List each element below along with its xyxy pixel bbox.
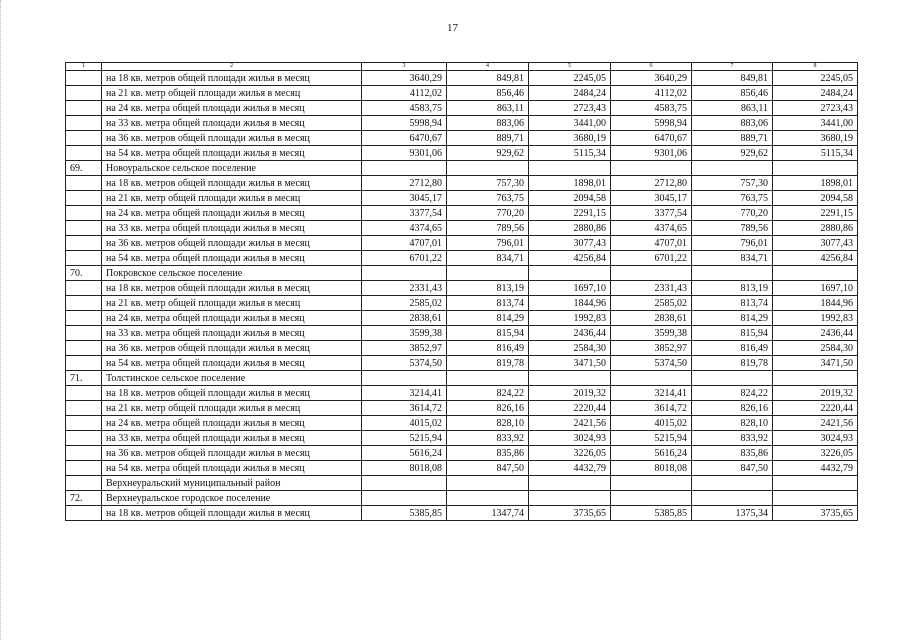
empty-cell bbox=[66, 131, 102, 146]
value-cell: 5385,85 bbox=[362, 506, 447, 521]
value-cell: 3441,00 bbox=[773, 116, 858, 131]
value-cell: 763,75 bbox=[692, 191, 773, 206]
value-cell: 889,71 bbox=[692, 131, 773, 146]
value-cell: 2245,05 bbox=[529, 71, 611, 86]
row-label: на 33 кв. метра общей площади жилья в месяц bbox=[102, 326, 362, 341]
empty-cell bbox=[66, 191, 102, 206]
value-cell: 1898,01 bbox=[773, 176, 858, 191]
value-cell: 4707,01 bbox=[611, 236, 692, 251]
value-cell: 3377,54 bbox=[362, 206, 447, 221]
value-cell: 834,71 bbox=[692, 251, 773, 266]
value-cell: 5616,24 bbox=[362, 446, 447, 461]
row-label: на 24 кв. метра общей площади жилья в месяц bbox=[102, 311, 362, 326]
value-cell: 2019,32 bbox=[773, 386, 858, 401]
value-cell: 3599,38 bbox=[611, 326, 692, 341]
value-cell: 849,81 bbox=[447, 71, 529, 86]
empty-cell bbox=[66, 116, 102, 131]
value-cell: 1375,34 bbox=[692, 506, 773, 521]
value-cell: 834,71 bbox=[447, 251, 529, 266]
value-cell: 4707,01 bbox=[362, 236, 447, 251]
col-header: 1 bbox=[66, 63, 102, 71]
value-cell: 4374,65 bbox=[611, 221, 692, 236]
value-cell: 2584,30 bbox=[529, 341, 611, 356]
value-cell: 889,71 bbox=[447, 131, 529, 146]
value-cell: 3024,93 bbox=[529, 431, 611, 446]
value-cell: 4256,84 bbox=[529, 251, 611, 266]
section-row bbox=[66, 161, 858, 176]
value-cell: 757,30 bbox=[692, 176, 773, 191]
empty-cell bbox=[692, 371, 773, 386]
table-row bbox=[66, 431, 858, 446]
row-label: на 33 кв. метра общей площади жилья в месяц bbox=[102, 431, 362, 446]
value-cell: 3226,05 bbox=[773, 446, 858, 461]
value-cell: 1992,83 bbox=[529, 311, 611, 326]
table-row bbox=[66, 131, 858, 146]
value-cell: 3226,05 bbox=[529, 446, 611, 461]
value-cell: 3852,97 bbox=[362, 341, 447, 356]
value-cell: 1697,10 bbox=[529, 281, 611, 296]
col-header: 5 bbox=[529, 63, 611, 71]
section-title: Новоуральское сельское поселение bbox=[102, 161, 362, 176]
value-cell: 796,01 bbox=[692, 236, 773, 251]
value-cell: 2584,30 bbox=[773, 341, 858, 356]
value-cell: 856,46 bbox=[447, 86, 529, 101]
value-cell: 789,56 bbox=[692, 221, 773, 236]
value-cell: 757,30 bbox=[447, 176, 529, 191]
value-cell: 813,19 bbox=[447, 281, 529, 296]
value-cell: 849,81 bbox=[692, 71, 773, 86]
value-cell: 3024,93 bbox=[773, 431, 858, 446]
empty-cell bbox=[692, 476, 773, 491]
value-cell: 816,49 bbox=[692, 341, 773, 356]
value-cell: 835,86 bbox=[692, 446, 773, 461]
col-header: 2 bbox=[102, 63, 362, 71]
row-number: 72. bbox=[66, 491, 102, 506]
value-cell: 826,16 bbox=[447, 401, 529, 416]
value-cell: 816,49 bbox=[447, 341, 529, 356]
table-row bbox=[66, 506, 858, 521]
value-cell: 6470,67 bbox=[362, 131, 447, 146]
row-label: на 18 кв. метров общей площади жилья в месяц bbox=[102, 281, 362, 296]
table-row bbox=[66, 176, 858, 191]
value-cell: 4432,79 bbox=[529, 461, 611, 476]
row-number: 70. bbox=[66, 266, 102, 281]
value-cell: 3471,50 bbox=[529, 356, 611, 371]
row-label: на 18 кв. метров общей площади жилья в месяц bbox=[102, 176, 362, 191]
value-cell: 8018,08 bbox=[362, 461, 447, 476]
empty-cell bbox=[66, 341, 102, 356]
value-cell: 3077,43 bbox=[773, 236, 858, 251]
value-cell: 5998,94 bbox=[362, 116, 447, 131]
value-cell: 813,74 bbox=[447, 296, 529, 311]
value-cell: 3640,29 bbox=[362, 71, 447, 86]
column-number-row bbox=[66, 63, 858, 71]
value-cell: 883,06 bbox=[692, 116, 773, 131]
empty-cell bbox=[773, 476, 858, 491]
tariff-table bbox=[65, 62, 858, 521]
value-cell: 3045,17 bbox=[611, 191, 692, 206]
col-header: 7 bbox=[692, 63, 773, 71]
value-cell: 847,50 bbox=[447, 461, 529, 476]
empty-cell bbox=[66, 311, 102, 326]
empty-cell bbox=[773, 371, 858, 386]
value-cell: 3614,72 bbox=[611, 401, 692, 416]
row-label: на 54 кв. метра общей площади жилья в месяц bbox=[102, 146, 362, 161]
row-label: на 18 кв. метров общей площади жилья в месяц bbox=[102, 506, 362, 521]
value-cell: 813,19 bbox=[692, 281, 773, 296]
empty-cell bbox=[692, 161, 773, 176]
value-cell: 824,22 bbox=[692, 386, 773, 401]
value-cell: 3735,65 bbox=[773, 506, 858, 521]
section-row bbox=[66, 371, 858, 386]
row-label: на 21 кв. метр общей площади жилья в месяц bbox=[102, 401, 362, 416]
col-header: 4 bbox=[447, 63, 529, 71]
table-row bbox=[66, 326, 858, 341]
empty-cell bbox=[362, 491, 447, 506]
table-row bbox=[66, 401, 858, 416]
empty-cell bbox=[66, 356, 102, 371]
value-cell: 2291,15 bbox=[773, 206, 858, 221]
empty-cell bbox=[66, 461, 102, 476]
value-cell: 2094,58 bbox=[773, 191, 858, 206]
value-cell: 1992,83 bbox=[773, 311, 858, 326]
value-cell: 826,16 bbox=[692, 401, 773, 416]
value-cell: 8018,08 bbox=[611, 461, 692, 476]
value-cell: 3214,41 bbox=[611, 386, 692, 401]
value-cell: 1898,01 bbox=[529, 176, 611, 191]
empty-cell bbox=[66, 401, 102, 416]
value-cell: 3441,00 bbox=[529, 116, 611, 131]
value-cell: 2291,15 bbox=[529, 206, 611, 221]
value-cell: 2880,86 bbox=[529, 221, 611, 236]
value-cell: 815,94 bbox=[447, 326, 529, 341]
value-cell: 6701,22 bbox=[362, 251, 447, 266]
row-label: на 21 кв. метр общей площади жилья в месяц bbox=[102, 86, 362, 101]
value-cell: 2220,44 bbox=[529, 401, 611, 416]
table-row bbox=[66, 461, 858, 476]
value-cell: 5115,34 bbox=[529, 146, 611, 161]
col-header: 6 bbox=[611, 63, 692, 71]
value-cell: 3471,50 bbox=[773, 356, 858, 371]
value-cell: 2331,43 bbox=[362, 281, 447, 296]
value-cell: 3640,29 bbox=[611, 71, 692, 86]
table-row bbox=[66, 311, 858, 326]
empty-cell bbox=[66, 506, 102, 521]
section-title: Верхнеуральское городское поселение bbox=[102, 491, 362, 506]
value-cell: 828,10 bbox=[447, 416, 529, 431]
value-cell: 770,20 bbox=[692, 206, 773, 221]
empty-cell bbox=[611, 161, 692, 176]
section-title: Толстинское сельское поселение bbox=[102, 371, 362, 386]
value-cell: 3214,41 bbox=[362, 386, 447, 401]
value-cell: 2880,86 bbox=[773, 221, 858, 236]
empty-cell bbox=[773, 161, 858, 176]
table-row bbox=[66, 71, 858, 86]
value-cell: 883,06 bbox=[447, 116, 529, 131]
table-row bbox=[66, 386, 858, 401]
value-cell: 5215,94 bbox=[362, 431, 447, 446]
value-cell: 2484,24 bbox=[529, 86, 611, 101]
empty-cell bbox=[529, 161, 611, 176]
value-cell: 3614,72 bbox=[362, 401, 447, 416]
empty-cell bbox=[66, 446, 102, 461]
value-cell: 2712,80 bbox=[611, 176, 692, 191]
value-cell: 3045,17 bbox=[362, 191, 447, 206]
row-label: на 24 кв. метра общей площади жилья в месяц bbox=[102, 206, 362, 221]
value-cell: 2723,43 bbox=[773, 101, 858, 116]
value-cell: 1844,96 bbox=[529, 296, 611, 311]
empty-cell bbox=[66, 251, 102, 266]
row-label: на 33 кв. метра общей площади жилья в месяц bbox=[102, 221, 362, 236]
value-cell: 835,86 bbox=[447, 446, 529, 461]
value-cell: 2712,80 bbox=[362, 176, 447, 191]
value-cell: 863,11 bbox=[692, 101, 773, 116]
table-row bbox=[66, 356, 858, 371]
value-cell: 796,01 bbox=[447, 236, 529, 251]
value-cell: 2585,02 bbox=[362, 296, 447, 311]
value-cell: 2585,02 bbox=[611, 296, 692, 311]
empty-cell bbox=[66, 326, 102, 341]
value-cell: 833,92 bbox=[447, 431, 529, 446]
page-edge bbox=[0, 0, 4, 640]
value-cell: 770,20 bbox=[447, 206, 529, 221]
empty-cell bbox=[362, 161, 447, 176]
col-header: 3 bbox=[362, 63, 447, 71]
empty-cell bbox=[529, 266, 611, 281]
empty-cell bbox=[447, 476, 529, 491]
value-cell: 763,75 bbox=[447, 191, 529, 206]
row-label: на 18 кв. метров общей площади жилья в месяц bbox=[102, 386, 362, 401]
empty-cell bbox=[611, 266, 692, 281]
value-cell: 5374,50 bbox=[362, 356, 447, 371]
table-row bbox=[66, 116, 858, 131]
col-header: 8 bbox=[773, 63, 858, 71]
empty-cell bbox=[692, 491, 773, 506]
value-cell: 789,56 bbox=[447, 221, 529, 236]
row-number: 69. bbox=[66, 161, 102, 176]
table-row bbox=[66, 251, 858, 266]
empty-cell bbox=[66, 221, 102, 236]
row-label: на 54 кв. метра общей площади жилья в месяц bbox=[102, 356, 362, 371]
empty-cell bbox=[66, 431, 102, 446]
row-label: на 21 кв. метр общей площади жилья в месяц bbox=[102, 191, 362, 206]
table-row bbox=[66, 446, 858, 461]
empty-cell bbox=[773, 491, 858, 506]
value-cell: 5616,24 bbox=[611, 446, 692, 461]
row-label: на 54 кв. метра общей площади жилья в месяц bbox=[102, 251, 362, 266]
value-cell: 4583,75 bbox=[362, 101, 447, 116]
value-cell: 1844,96 bbox=[773, 296, 858, 311]
empty-cell bbox=[447, 161, 529, 176]
value-cell: 4015,02 bbox=[362, 416, 447, 431]
value-cell: 2436,44 bbox=[529, 326, 611, 341]
row-label: на 24 кв. метра общей площади жилья в месяц bbox=[102, 101, 362, 116]
value-cell: 819,78 bbox=[692, 356, 773, 371]
value-cell: 4112,02 bbox=[362, 86, 447, 101]
value-cell: 856,46 bbox=[692, 86, 773, 101]
value-cell: 2019,32 bbox=[529, 386, 611, 401]
value-cell: 814,29 bbox=[447, 311, 529, 326]
value-cell: 2723,43 bbox=[529, 101, 611, 116]
section-row bbox=[66, 266, 858, 281]
empty-cell bbox=[66, 206, 102, 221]
row-label: на 24 кв. метра общей площади жилья в месяц bbox=[102, 416, 362, 431]
value-cell: 5215,94 bbox=[611, 431, 692, 446]
empty-cell bbox=[66, 416, 102, 431]
value-cell: 3735,65 bbox=[529, 506, 611, 521]
empty-cell bbox=[611, 371, 692, 386]
value-cell: 3852,97 bbox=[611, 341, 692, 356]
empty-cell bbox=[611, 476, 692, 491]
value-cell: 3377,54 bbox=[611, 206, 692, 221]
table-row bbox=[66, 341, 858, 356]
empty-cell bbox=[529, 476, 611, 491]
page-number: 17 bbox=[447, 22, 458, 34]
table-body bbox=[66, 63, 858, 521]
value-cell: 9301,06 bbox=[362, 146, 447, 161]
section-row bbox=[66, 476, 858, 491]
value-cell: 4015,02 bbox=[611, 416, 692, 431]
value-cell: 5385,85 bbox=[611, 506, 692, 521]
empty-cell bbox=[611, 491, 692, 506]
empty-cell bbox=[66, 296, 102, 311]
row-label: на 36 кв. метров общей площади жилья в месяц bbox=[102, 341, 362, 356]
row-label: на 36 кв. метров общей площади жилья в месяц bbox=[102, 446, 362, 461]
table-row bbox=[66, 281, 858, 296]
table-row bbox=[66, 101, 858, 116]
value-cell: 5115,34 bbox=[773, 146, 858, 161]
table-row bbox=[66, 416, 858, 431]
value-cell: 3680,19 bbox=[773, 131, 858, 146]
value-cell: 4432,79 bbox=[773, 461, 858, 476]
value-cell: 847,50 bbox=[692, 461, 773, 476]
empty-cell bbox=[447, 491, 529, 506]
empty-cell bbox=[66, 146, 102, 161]
value-cell: 9301,06 bbox=[611, 146, 692, 161]
empty-cell bbox=[66, 236, 102, 251]
value-cell: 3680,19 bbox=[529, 131, 611, 146]
value-cell: 824,22 bbox=[447, 386, 529, 401]
empty-cell bbox=[362, 476, 447, 491]
table-row bbox=[66, 236, 858, 251]
value-cell: 2220,44 bbox=[773, 401, 858, 416]
table-row bbox=[66, 86, 858, 101]
section-row bbox=[66, 491, 858, 506]
value-cell: 2436,44 bbox=[773, 326, 858, 341]
empty-cell bbox=[362, 371, 447, 386]
value-cell: 3077,43 bbox=[529, 236, 611, 251]
value-cell: 2094,58 bbox=[529, 191, 611, 206]
value-cell: 833,92 bbox=[692, 431, 773, 446]
value-cell: 814,29 bbox=[692, 311, 773, 326]
value-cell: 929,62 bbox=[447, 146, 529, 161]
empty-cell bbox=[529, 491, 611, 506]
value-cell: 5374,50 bbox=[611, 356, 692, 371]
value-cell: 2421,56 bbox=[773, 416, 858, 431]
value-cell: 828,10 bbox=[692, 416, 773, 431]
value-cell: 3599,38 bbox=[362, 326, 447, 341]
empty-cell bbox=[66, 176, 102, 191]
value-cell: 6701,22 bbox=[611, 251, 692, 266]
value-cell: 4583,75 bbox=[611, 101, 692, 116]
table-row bbox=[66, 146, 858, 161]
value-cell: 1347,74 bbox=[447, 506, 529, 521]
empty-cell bbox=[447, 371, 529, 386]
section-title: Верхнеуральский муниципальный район bbox=[102, 476, 362, 491]
value-cell: 4112,02 bbox=[611, 86, 692, 101]
value-cell: 929,62 bbox=[692, 146, 773, 161]
empty-cell bbox=[66, 71, 102, 86]
value-cell: 2838,61 bbox=[611, 311, 692, 326]
value-cell: 6470,67 bbox=[611, 131, 692, 146]
empty-cell bbox=[66, 101, 102, 116]
row-number: 71. bbox=[66, 371, 102, 386]
empty-cell bbox=[773, 266, 858, 281]
row-label: на 36 кв. метров общей площади жилья в месяц bbox=[102, 131, 362, 146]
section-title: Покровское сельское поселение bbox=[102, 266, 362, 281]
value-cell: 4374,65 bbox=[362, 221, 447, 236]
table-row bbox=[66, 206, 858, 221]
value-cell: 813,74 bbox=[692, 296, 773, 311]
table-row bbox=[66, 221, 858, 236]
value-cell: 4256,84 bbox=[773, 251, 858, 266]
table-row bbox=[66, 191, 858, 206]
value-cell: 2331,43 bbox=[611, 281, 692, 296]
value-cell: 863,11 bbox=[447, 101, 529, 116]
table-row bbox=[66, 296, 858, 311]
empty-cell bbox=[66, 386, 102, 401]
row-label: на 36 кв. метров общей площади жилья в месяц bbox=[102, 236, 362, 251]
empty-cell bbox=[66, 281, 102, 296]
value-cell: 1697,10 bbox=[773, 281, 858, 296]
value-cell: 2421,56 bbox=[529, 416, 611, 431]
value-cell: 2838,61 bbox=[362, 311, 447, 326]
empty-cell bbox=[692, 266, 773, 281]
empty-cell bbox=[66, 86, 102, 101]
row-label: на 18 кв. метров общей площади жилья в месяц bbox=[102, 71, 362, 86]
empty-cell bbox=[362, 266, 447, 281]
row-label: на 54 кв. метра общей площади жилья в месяц bbox=[102, 461, 362, 476]
value-cell: 819,78 bbox=[447, 356, 529, 371]
empty-cell bbox=[529, 371, 611, 386]
value-cell: 2484,24 bbox=[773, 86, 858, 101]
value-cell: 2245,05 bbox=[773, 71, 858, 86]
row-label: на 21 кв. метр общей площади жилья в месяц bbox=[102, 296, 362, 311]
value-cell: 5998,94 bbox=[611, 116, 692, 131]
value-cell: 815,94 bbox=[692, 326, 773, 341]
row-number bbox=[66, 476, 102, 491]
empty-cell bbox=[447, 266, 529, 281]
row-label: на 33 кв. метра общей площади жилья в месяц bbox=[102, 116, 362, 131]
